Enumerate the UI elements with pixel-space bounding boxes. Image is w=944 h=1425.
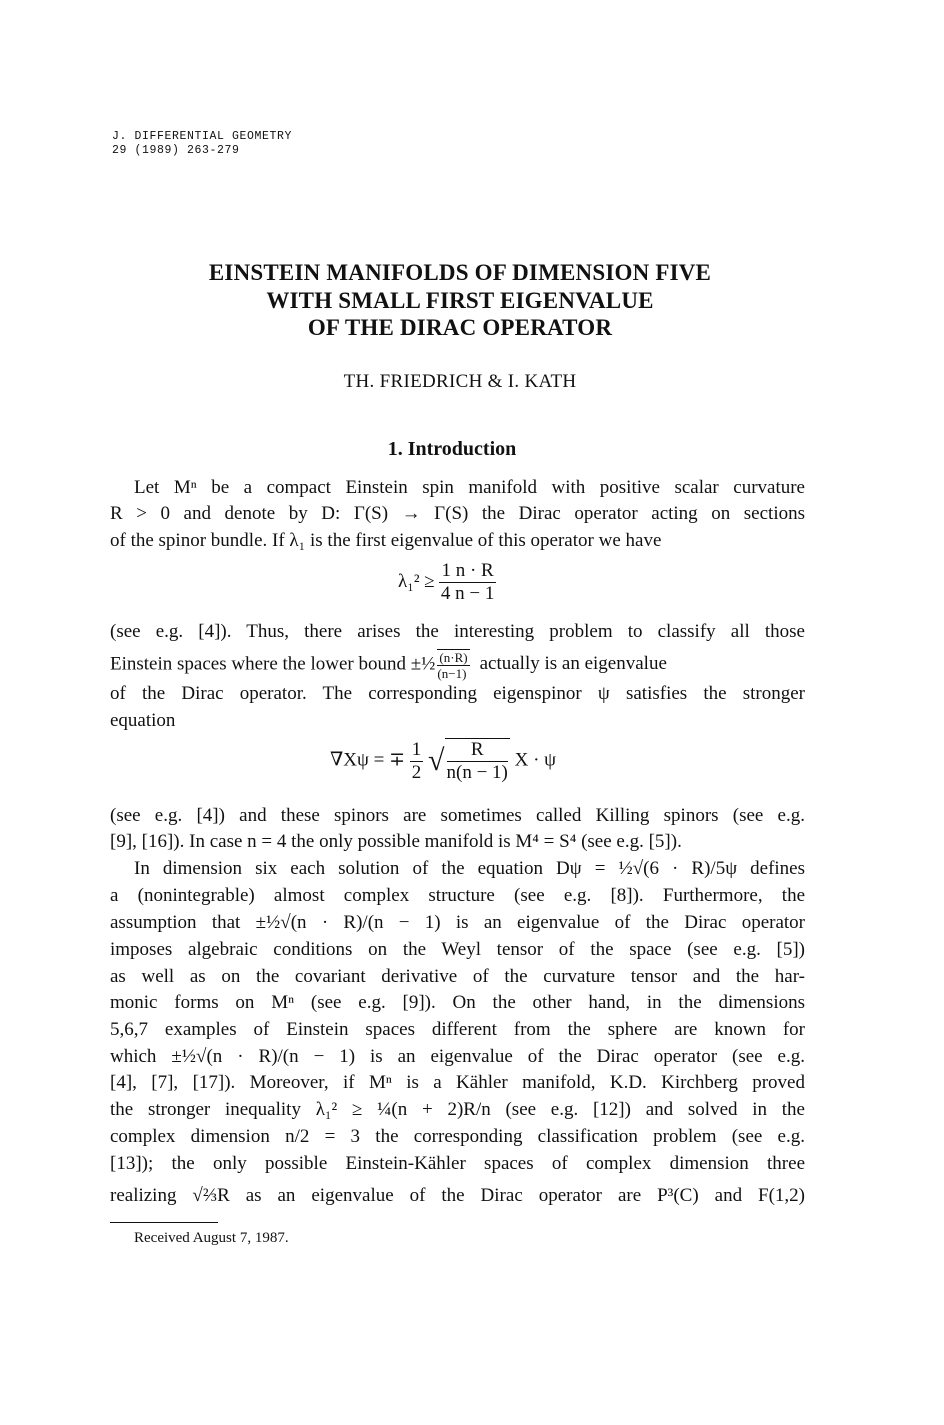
section-heading: 1. Introduction bbox=[387, 438, 517, 460]
p2-line-3: assumption that ±½√(n · R)/(n − 1) is an eigenvalue of the Dirac operator bbox=[110, 912, 805, 933]
eq2-right: X · ψ bbox=[514, 749, 557, 771]
p1-line-5-denominator: (n−1) bbox=[437, 666, 467, 681]
p1-line-1: Let Mⁿ be a compact Einstein spin manifold with positive scalar curvature bbox=[134, 477, 805, 498]
eq2-half-numerator: 1 bbox=[411, 738, 422, 760]
paper-title bbox=[0, 259, 920, 342]
journal-name: J. DIFFERENTIAL GEOMETRY bbox=[112, 130, 293, 143]
p2-line-9: [4], [7], [17]). Moreover, if Mⁿ is a Kähler manifold, K.D. Kirchberg proved bbox=[110, 1072, 805, 1093]
eq2-fraction bbox=[445, 738, 510, 784]
p1-line-7: equation bbox=[110, 710, 176, 731]
authors: TH. FRIEDRICH & I. KATH bbox=[343, 371, 577, 392]
p1-line-4: (see e.g. [4]). Thus, there arises the interesting problem to classify all those bbox=[110, 621, 805, 642]
p2-line-13: realizing √⅔R as an eigenvalue of the Dirac operator are P³(C) and F(1,2) bbox=[110, 1185, 805, 1206]
p2-line-12: [13]); the only possible Einstein-Kähler spaces of complex dimension three bbox=[110, 1153, 805, 1174]
equation-killing-spinor: ∇Xψ = ∓ $\frac{1}{2}$ √ $\frac{R}{n(n - 1)}$ X · ψ bbox=[330, 738, 557, 783]
title-line-2: WITH SMALL FIRST EIGENVALUE bbox=[266, 287, 654, 313]
p2-line-10: the stronger inequality λ₁² ≥ ¼(n + 2)R/n (see e.g. [12]) and solved in the bbox=[110, 1099, 805, 1120]
p2-line-7: 5,6,7 examples of Einstein spaces different from the sphere are known for bbox=[110, 1019, 805, 1040]
p1-line-8: (see e.g. [4]) and these spinors are sometimes called Killing spinors (see e.g. bbox=[110, 805, 805, 826]
p1-line-5 bbox=[110, 649, 805, 681]
journal-citation: 29 (1989) 263-279 bbox=[112, 144, 240, 157]
p1-line-2: R > 0 and denote by D: Γ(S) → Γ(S) the Dirac operator acting on sections bbox=[110, 503, 805, 524]
p1-line-6: of the Dirac operator. The corresponding eigenspinor ψ satisfies the stronger bbox=[110, 683, 805, 704]
received-date: Received August 7, 1987. bbox=[134, 1230, 289, 1246]
p2-line-1: In dimension six each solution of the equation Dψ = ½√(6 · R)/5ψ defines bbox=[134, 858, 805, 879]
eq2-half bbox=[410, 739, 424, 784]
eq1-fraction bbox=[439, 560, 495, 605]
p1-line-3: of the spinor bundle. If λ₁ is the first eigenvalue of this operator we have bbox=[110, 530, 662, 551]
eq1-denominator: 4 n − 1 bbox=[440, 583, 495, 604]
p1-line-5-numerator: (n·R) bbox=[439, 650, 468, 665]
footnote-rule bbox=[110, 1222, 218, 1223]
title-line-3: OF THE DIRAC OPERATOR bbox=[307, 315, 613, 340]
p1-line-9: [9], [16]). In case n = 4 the only possible manifold is M⁴ = S⁴ (see e.g. [5]). bbox=[110, 831, 682, 852]
eq2-denominator: n(n − 1) bbox=[446, 762, 508, 783]
p2-line-2: a (nonintegrable) almost complex structure (see e.g. [8]). Furthermore, the bbox=[110, 885, 805, 906]
journal-header bbox=[112, 130, 292, 158]
title-line-1: EINSTEIN MANIFOLDS OF DIMENSION FIVE bbox=[208, 260, 712, 285]
eq2-left: ∇Xψ = ∓ bbox=[330, 749, 406, 771]
eq1-left: λ₁² ≥ bbox=[398, 570, 435, 592]
p1-line-5b: actually is an eigenvalue bbox=[479, 653, 667, 675]
equation-lower-bound bbox=[398, 560, 496, 605]
eq2-numerator: R bbox=[447, 739, 508, 762]
eq2-half-denominator: 2 bbox=[411, 761, 422, 783]
p2-line-8: which ±½√(n · R)/(n − 1) is an eigenvalue of the Dirac operator (see e.g. bbox=[110, 1046, 805, 1067]
p2-line-4: imposes algebraic conditions on the Weyl tensor of the space (see e.g. [5]) bbox=[110, 939, 805, 960]
p2-line-6: monic forms on Mⁿ (see e.g. [9]). On the other hand, in the dimensions bbox=[110, 992, 805, 1013]
p2-line-5: as well as on the covariant derivative of the curvature tensor and the har- bbox=[110, 966, 805, 987]
p1-line-5-sqrt-fraction bbox=[437, 649, 469, 681]
eq1-numerator: 1 n · R bbox=[441, 560, 494, 581]
p1-line-5a: Einstein spaces where the lower bound ±½ bbox=[110, 653, 436, 675]
p2-line-11: complex dimension n/2 = 3 the corresponding classification problem (see e.g. bbox=[110, 1126, 805, 1147]
